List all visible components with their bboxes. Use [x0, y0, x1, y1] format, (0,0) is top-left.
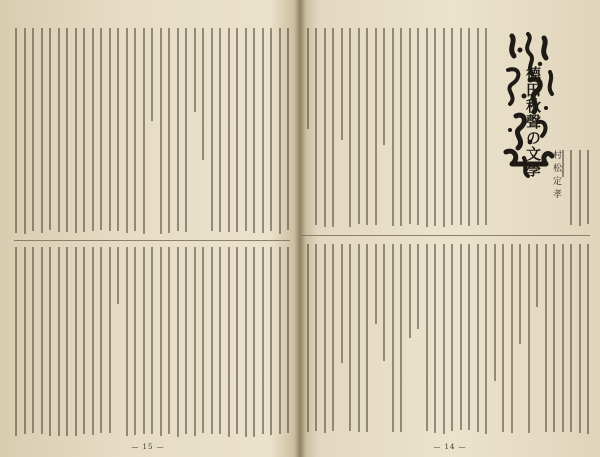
- text-column: [211, 247, 213, 434]
- text-column: [202, 28, 204, 160]
- text-column: [375, 28, 377, 225]
- text-column: [426, 28, 428, 227]
- text-column: [228, 28, 230, 232]
- text-column: [315, 28, 317, 225]
- text-column: [168, 247, 170, 434]
- text-column: [109, 247, 111, 433]
- text-column: [160, 28, 162, 234]
- text-column: [315, 244, 317, 431]
- text-column: [100, 247, 102, 433]
- text-column: [443, 28, 445, 227]
- text-column: [307, 244, 309, 432]
- text-column: [485, 244, 487, 434]
- text-column: [92, 247, 94, 435]
- right-lower-text-block: [302, 244, 590, 434]
- text-column: [366, 244, 368, 432]
- text-column: [460, 28, 462, 225]
- right-section-divider: [302, 235, 590, 236]
- text-column: [494, 244, 496, 381]
- text-column: [349, 244, 351, 431]
- text-column: [262, 247, 264, 434]
- text-column: [587, 150, 589, 224]
- text-column: [253, 28, 255, 233]
- text-column: [341, 244, 343, 363]
- text-column: [117, 247, 119, 304]
- text-column: [324, 28, 326, 227]
- text-column: [143, 247, 145, 434]
- text-column: [460, 244, 462, 430]
- text-column: [32, 247, 34, 433]
- text-column: [366, 28, 368, 225]
- text-column: [75, 28, 77, 233]
- text-column: [194, 28, 196, 112]
- text-column: [219, 247, 221, 434]
- text-column: [417, 28, 419, 225]
- text-column: [587, 244, 589, 434]
- article-author: 村松定孝: [551, 150, 561, 202]
- text-column: [332, 244, 334, 431]
- text-column: [24, 247, 26, 434]
- text-column: [151, 28, 153, 121]
- text-column: [434, 28, 436, 226]
- text-column: [75, 247, 77, 436]
- text-column: [236, 28, 238, 232]
- text-column: [358, 28, 360, 224]
- text-column: [126, 247, 128, 436]
- text-column: [324, 244, 326, 433]
- text-column: [392, 244, 394, 432]
- text-column: [434, 244, 436, 433]
- text-column: [32, 28, 34, 231]
- text-column: [375, 244, 377, 324]
- text-column: [245, 247, 247, 437]
- text-column: [536, 244, 538, 307]
- text-column: [219, 28, 221, 232]
- text-column: [270, 28, 272, 231]
- text-column: [349, 28, 351, 227]
- text-column: [92, 28, 94, 231]
- text-column: [468, 28, 470, 226]
- text-column: [519, 244, 521, 344]
- text-column: [134, 28, 136, 231]
- text-column: [341, 28, 343, 140]
- text-column: [307, 28, 309, 129]
- text-column: [409, 244, 411, 338]
- text-column: [279, 28, 281, 234]
- text-column: [126, 28, 128, 233]
- text-column: [528, 244, 530, 433]
- text-column: [168, 28, 170, 233]
- text-column: [177, 247, 179, 437]
- left-page: [0, 0, 298, 457]
- text-column: [451, 28, 453, 225]
- text-column: [143, 28, 145, 234]
- text-column: [468, 244, 470, 430]
- text-column: [58, 28, 60, 232]
- text-column: [228, 247, 230, 437]
- text-column: [511, 244, 513, 433]
- text-column: [485, 28, 487, 225]
- text-column: [443, 244, 445, 434]
- article-title: 德田秋聲の文學: [524, 66, 542, 178]
- text-column: [160, 247, 162, 436]
- text-column: [66, 28, 68, 232]
- text-column: [202, 247, 204, 433]
- text-column: [579, 244, 581, 433]
- left-lower-text-block: [14, 247, 290, 437]
- left-section-divider: [14, 240, 290, 241]
- text-column: [287, 28, 289, 230]
- text-column: [134, 247, 136, 435]
- right-page: [302, 0, 600, 457]
- text-column: [477, 28, 479, 225]
- text-column: [383, 244, 385, 361]
- left-upper-text-block: [14, 28, 290, 234]
- left-page-number: — 15 —: [131, 443, 165, 451]
- text-column: [332, 28, 334, 227]
- text-column: [570, 150, 572, 225]
- text-column: [253, 247, 255, 437]
- text-column: [49, 28, 51, 230]
- text-column: [245, 28, 247, 231]
- text-column: [15, 28, 17, 233]
- text-column: [409, 28, 411, 224]
- text-column: [24, 28, 26, 234]
- text-column: [100, 28, 102, 230]
- text-column: [185, 28, 187, 232]
- text-column: [211, 28, 213, 231]
- text-column: [477, 244, 479, 432]
- text-column: [545, 244, 547, 432]
- text-column: [287, 247, 289, 433]
- text-column: [236, 247, 238, 434]
- text-column: [426, 244, 428, 431]
- text-column: [66, 247, 68, 436]
- text-column: [58, 247, 60, 436]
- text-column: [83, 28, 85, 232]
- text-column: [279, 247, 281, 434]
- text-column: [41, 28, 43, 233]
- text-column: [553, 244, 555, 432]
- text-column: [417, 244, 419, 329]
- text-column: [358, 244, 360, 432]
- text-column: [117, 28, 119, 231]
- text-column: [83, 247, 85, 434]
- text-column: [109, 28, 111, 231]
- text-column: [177, 28, 179, 231]
- text-column: [392, 28, 394, 226]
- text-column: [41, 247, 43, 434]
- text-column: [400, 244, 402, 432]
- text-column: [502, 244, 504, 432]
- text-column: [383, 28, 385, 145]
- book-gutter: [294, 0, 306, 457]
- text-column: [400, 28, 402, 226]
- text-column: [270, 247, 272, 435]
- text-column: [15, 247, 17, 436]
- text-column: [194, 247, 196, 436]
- right-page-number: — 14 —: [433, 443, 467, 451]
- text-column: [562, 244, 564, 432]
- text-column: [185, 247, 187, 434]
- text-column: [151, 247, 153, 434]
- text-column: [579, 150, 581, 226]
- text-column: [570, 244, 572, 432]
- text-column: [49, 247, 51, 436]
- right-upper-text-block: [302, 28, 488, 228]
- text-column: [451, 244, 453, 431]
- text-column: [262, 28, 264, 233]
